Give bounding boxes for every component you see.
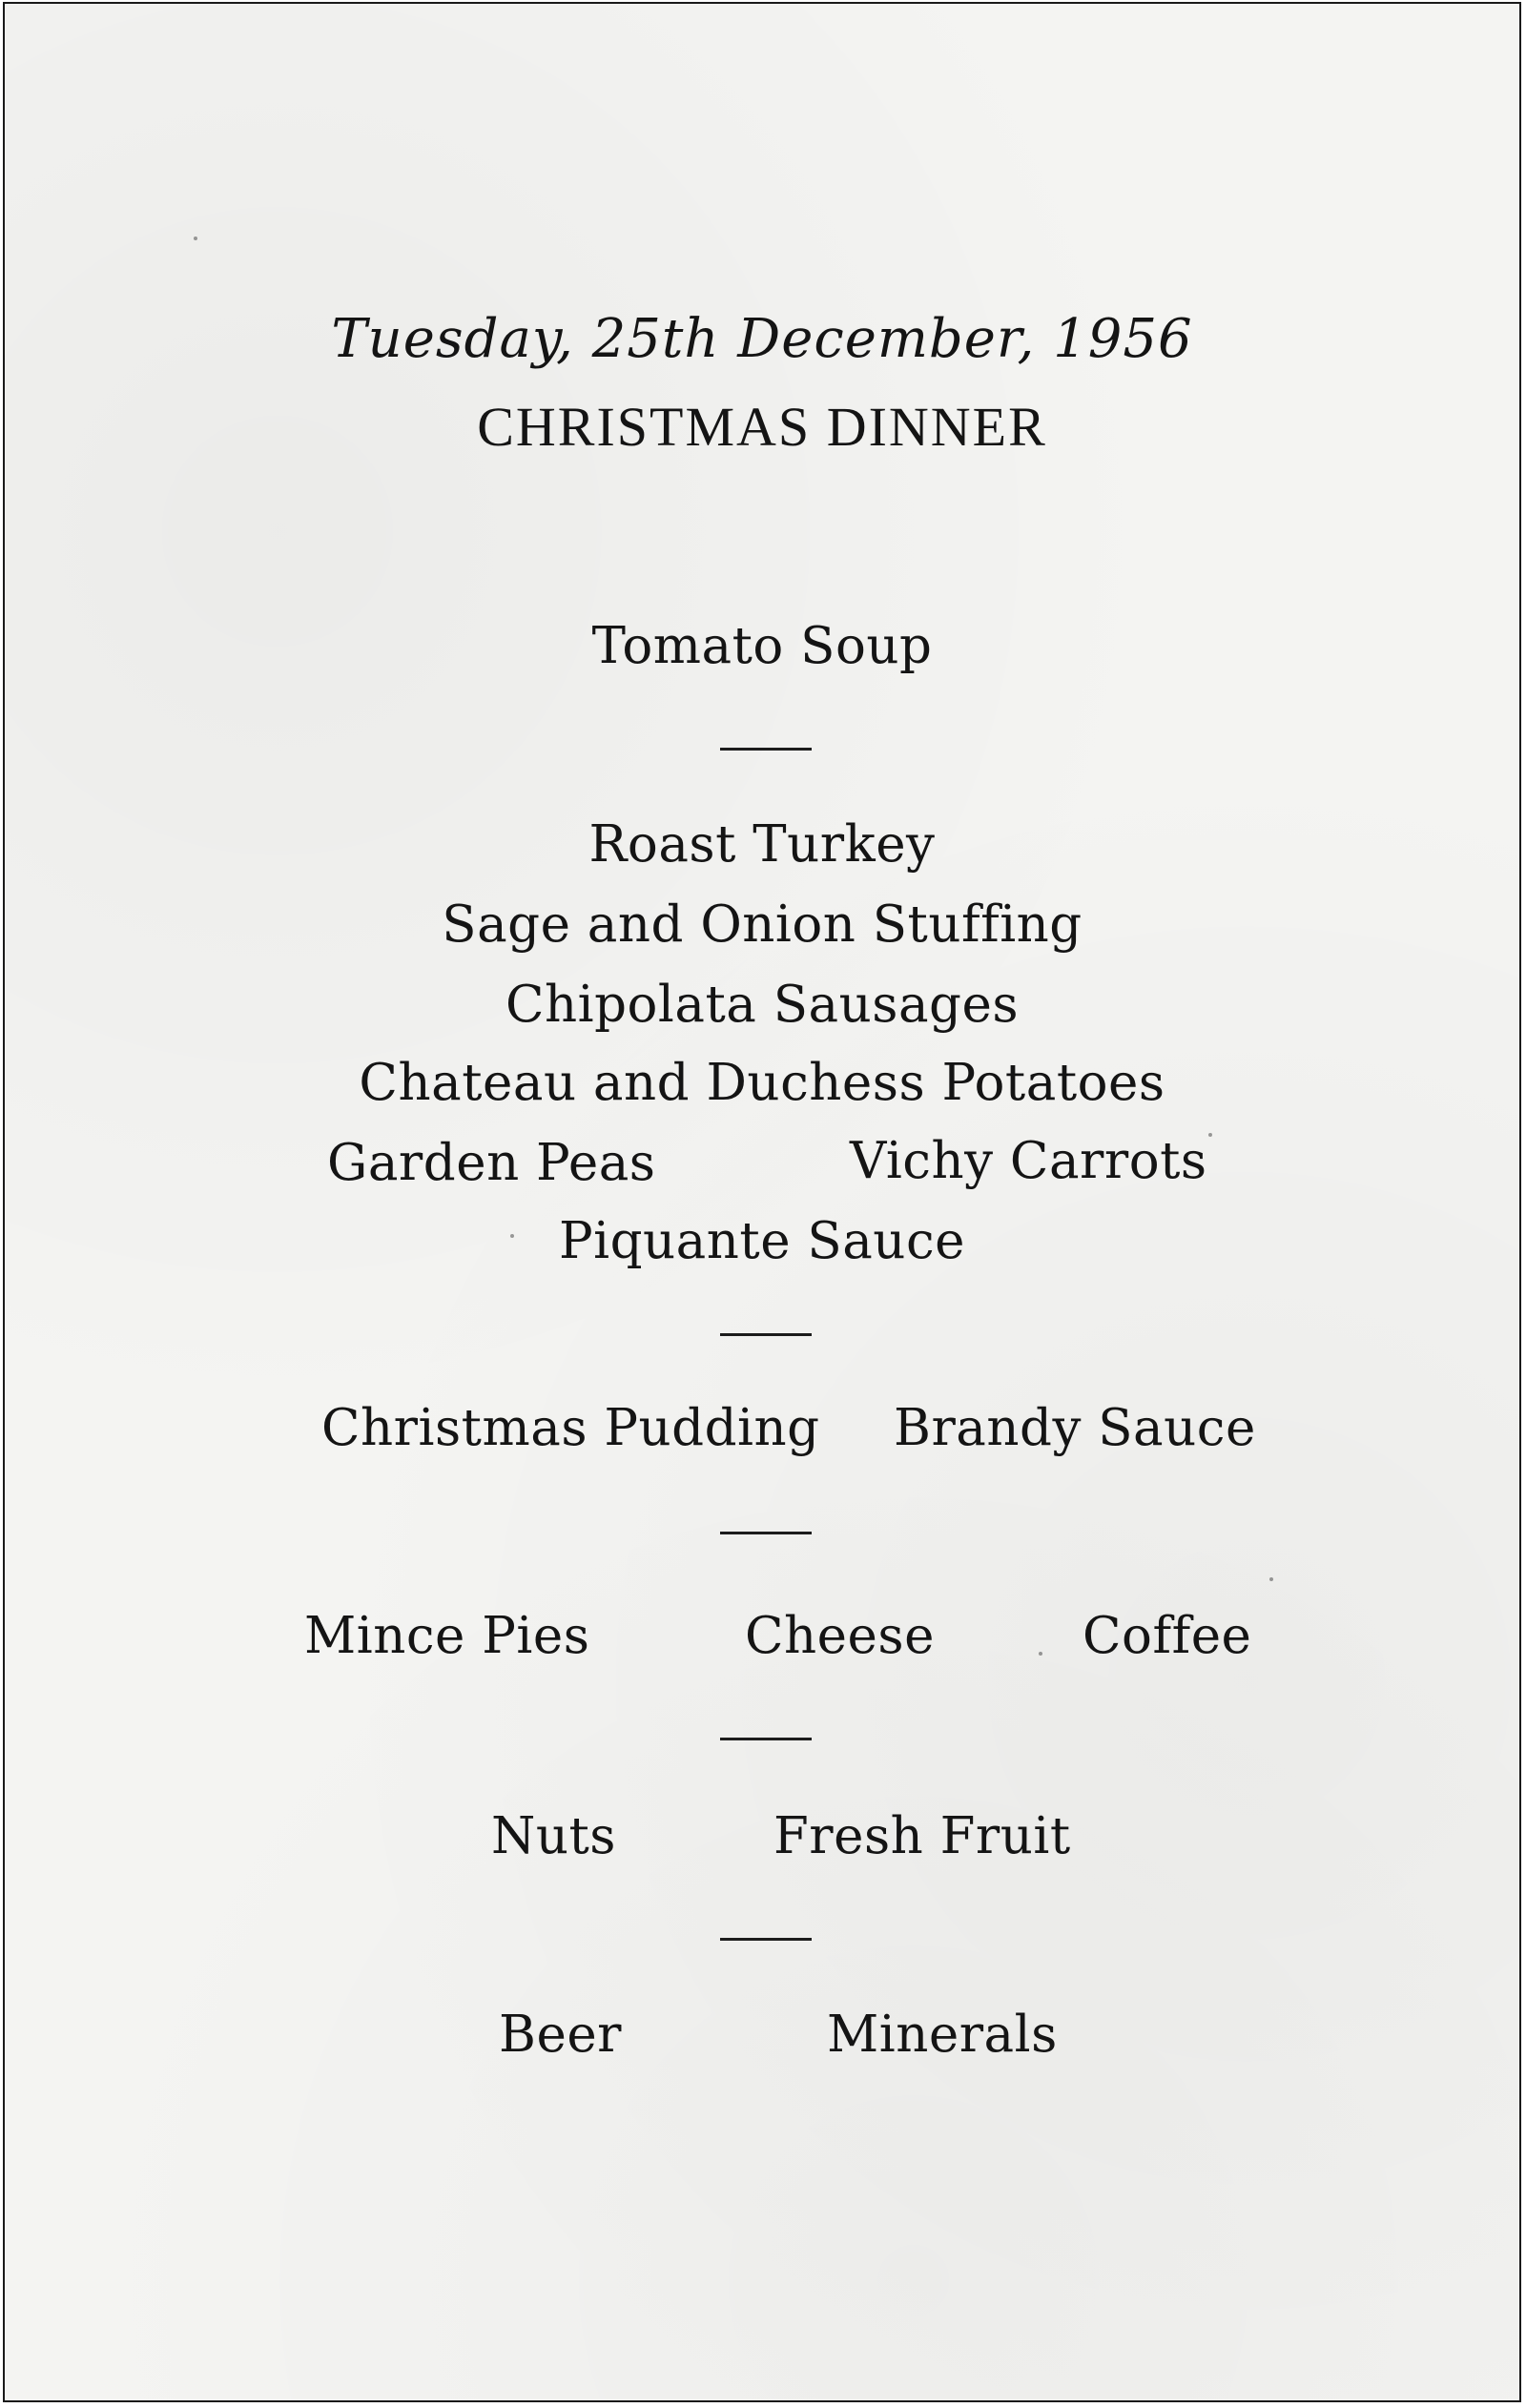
main-stuffing: Sage and Onion Stuffing bbox=[442, 895, 1083, 954]
menu-title: CHRISTMAS DINNER bbox=[477, 396, 1047, 458]
paper-speck bbox=[510, 1234, 514, 1238]
after-mince-pies: Mince Pies bbox=[304, 1607, 590, 1665]
menu-date: Tuesday, 25th December, 1956 bbox=[331, 308, 1193, 370]
main-carrots: Vichy Carrots bbox=[850, 1132, 1207, 1190]
paper-speck bbox=[1039, 1652, 1042, 1656]
course-divider bbox=[720, 1333, 812, 1336]
course-soup: Tomato Soup bbox=[591, 617, 933, 675]
paper-speck bbox=[194, 237, 197, 240]
course-divider bbox=[720, 748, 812, 751]
paper-speck bbox=[1269, 1577, 1273, 1581]
course-divider bbox=[720, 1532, 812, 1534]
after-coffee: Coffee bbox=[1083, 1607, 1252, 1665]
main-turkey: Roast Turkey bbox=[588, 815, 936, 874]
paper-speck bbox=[1208, 1133, 1212, 1137]
after-cheese: Cheese bbox=[745, 1607, 935, 1665]
fruit-nuts: Nuts bbox=[491, 1807, 617, 1865]
main-sausages: Chipolata Sausages bbox=[505, 976, 1020, 1034]
drinks-minerals: Minerals bbox=[827, 2006, 1058, 2064]
menu-card bbox=[3, 2, 1521, 2402]
fruit-fresh: Fresh Fruit bbox=[773, 1807, 1071, 1865]
dessert-pudding: Christmas Pudding bbox=[321, 1399, 820, 1457]
main-sauce: Piquante Sauce bbox=[558, 1212, 965, 1270]
course-divider bbox=[720, 1938, 812, 1941]
dessert-sauce: Brandy Sauce bbox=[894, 1399, 1256, 1457]
main-potatoes: Chateau and Duchess Potatoes bbox=[359, 1054, 1165, 1112]
main-peas: Garden Peas bbox=[327, 1134, 656, 1192]
drinks-beer: Beer bbox=[499, 2006, 623, 2064]
course-divider bbox=[720, 1738, 812, 1740]
